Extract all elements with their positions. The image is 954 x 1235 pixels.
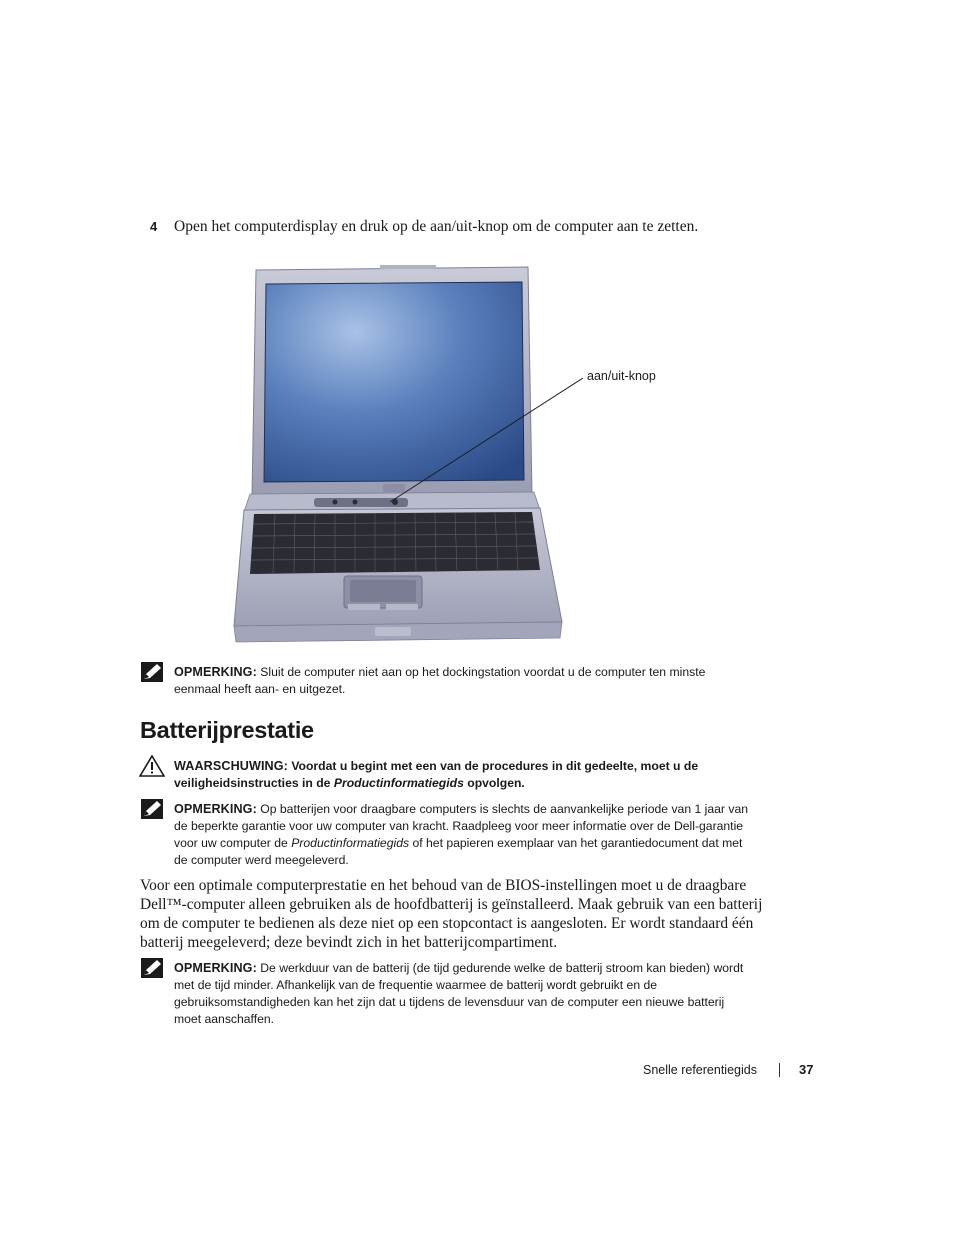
warning-body-a: Voordat u begint met een van de procedures in dit gedeelte, moet u de veiligheidsinstructies in de [174,759,699,790]
note-body-a: Op batterijen voor draagbare computers is slechts de aanvankelijke periode van 1 jaar van de beperkte garantie voor uw computer van kracht. Raadpleeg voor meer informatie over de Dell-garantie voor uw computer de [174,802,749,850]
note-body: De werkduur van de batterij (de tijd gedurende welke de batterij stroom kan bieden) wordt met de tijd minder. Afhankelijk van de frequentie waarmee de batterij wordt gebruikt en de gebruiksomstandigheden kan het zijn dat u tijdens de levensduur van de computer een nieuwe batterij moet aanschaffen. [174,961,744,1026]
power-button-callout: aan/uit-knop [587,369,656,383]
section-heading: Batterijprestatie [140,717,314,743]
step-text: Open het computerdisplay en druk op de aan/uit-knop om de computer aan te zetten. [174,218,699,235]
laptop-illustration [220,262,670,652]
warning-italic: Productinformatiegids [333,776,464,790]
warning-label: WAARSCHUWING: [174,759,288,773]
note-body: Sluit de computer niet aan op het dockingstation voordat u de computer ten minste eenmaal heeft aan- en uitgezet. [174,665,706,696]
pencil-note-icon [140,661,164,683]
warning-waarschuwing [174,758,734,792]
pencil-note-icon [140,798,164,820]
note-opmerking-1 [174,664,754,698]
note-label: OPMERKING: [174,665,257,679]
note-label: OPMERKING: [174,961,257,975]
note-label: OPMERKING: [174,802,257,816]
page-number: 37 [799,1062,814,1077]
note-body-b: of het papieren exemplaar van het garantiedocument dat met de computer werd meegeleverd. [174,836,743,867]
note-opmerking-2 [174,801,754,869]
warning-body-b: opvolgen. [463,776,525,790]
pencil-note-icon [140,957,164,979]
warning-triangle-icon [139,755,165,777]
note-italic: Productinformatiegids [291,836,410,850]
footer-title: Snelle referentiegids [643,1063,757,1077]
footer-separator [779,1063,780,1077]
body-paragraph: Voor een optimale computerprestatie en het behoud van de BIOS-instellingen moet u de draagbare Dell™-computer alleen gebruiken als de hoofdbatterij is geïnstalleerd. Maak gebruik van een batterij om de computer te bedienen als deze niet op een stopcontact is aangesloten. Er wordt standaard één batterij meegeleverd; deze bevindt zich in het batterijcompartiment. [140,877,763,951]
note-opmerking-3 [174,960,754,1028]
step-number: 4 [150,219,158,234]
